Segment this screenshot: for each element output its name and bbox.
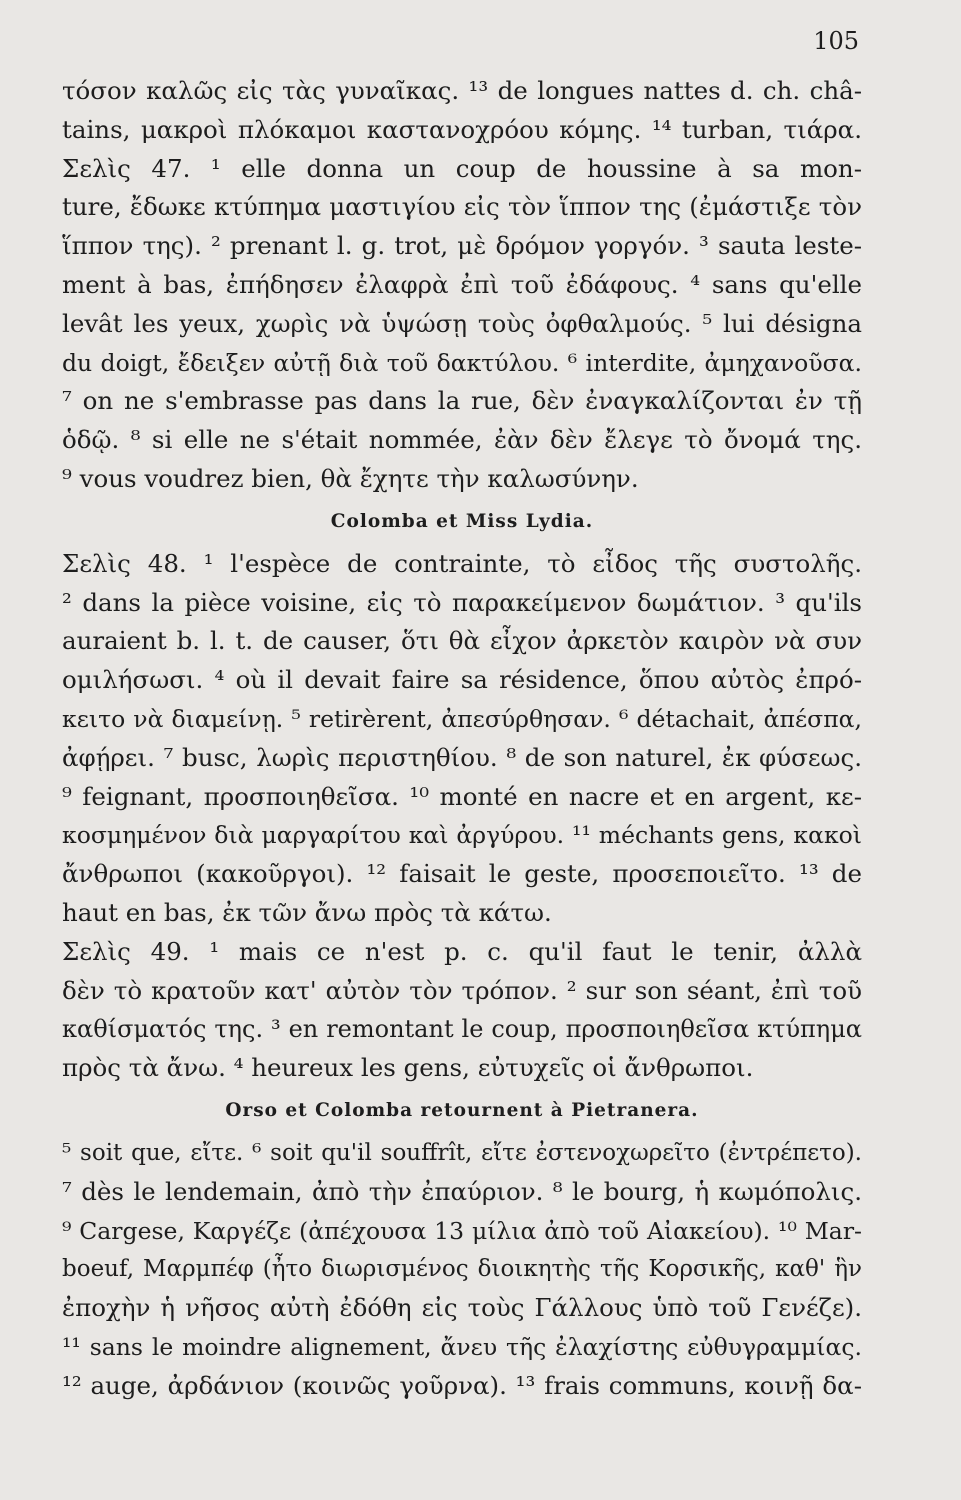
text-line: ἀφῄρει. ⁷ busc, λωρὶς περιστηθίου. ⁸ de son naturel, ἐκ φύσεως. [62,742,862,772]
text-line: ¹² auge, ἀρδάνιον (κοινῶς γοῦρνα). ¹³ frais communs, κοινῇ δα- [62,1370,862,1400]
text-line: auraient b. l. t. de causer, ὅτι θὰ εἶχον ἀρκετὸν καιρὸν νὰ συν [62,626,862,656]
text-line: ὁδῷ. ⁸ si elle ne s'était nommée, ἐὰν δὲν ἔλεγε τὸ ὄνομά της. [62,425,862,455]
text-line: haut en bas, ἐκ τῶν ἄνω πρὸς τὰ κάτω. [62,897,552,927]
text-line: levât les yeux, χωρὶς νὰ ὑψώσῃ τοὺς ὀφθαλμούς. ⁵ lui désigna [62,308,862,338]
text-line: ¹¹ sans le moindre alignement, ἄνευ τῆς ἐλαχίστης εὐθυγραμμίας. [62,1332,862,1361]
text-line: Σελὶς 49. ¹ mais ce n'est p. c. qu'il faut le tenir, ἀλλὰ [62,936,862,966]
section-1 [62,72,862,499]
text-line: ⁹ Cargese, Καργέζε (ἀπέχουσα 13 μίλια ἀπὸ τοῦ Αἰακείου). ¹⁰ Mar- [62,1216,862,1245]
text-line: ἵππον της). ² prenant l. g. trot, μὲ δρόμον γοργόν. ³ sauta leste- [62,231,862,261]
text-line: καθίσματός της. ³ en remontant le coup, προσποιηθεῖσα κτύπημα [62,1015,862,1044]
text-line: tains, μακροὶ πλόκαμοι καστανοχρόου κόμης. ¹⁴ turban, τιάρα. [62,114,862,144]
text-line: ⁹ vous voudrez bien, θὰ ἔχητε τὴν καλωσύνην. [62,463,639,493]
text-line: ⁷ on ne s'embrasse pas dans la rue, δὲν ἐναγκαλίζονται ἐν τῇ [62,386,862,416]
text-line: κειτο νὰ διαμείνῃ. ⁵ retirèrent, ἀπεσύρθησαν. ⁶ détachait, ἀπέσπα, [62,704,862,733]
text-line: δὲν τὸ κρατοῦν κατ' αὐτὸν τὸν τρόπον. ² sur son séant, ἐπὶ τοῦ [62,975,862,1005]
text-line: ment à bas, ἐπήδησεν ἐλαφρὰ ἐπὶ τοῦ ἐδάφους. ⁴ sans qu'elle [62,269,862,299]
text-line: πρὸς τὰ ἄνω. ⁴ heureux les gens, εὐτυχεῖς οἱ ἄνθρωποι. [62,1053,754,1083]
text-line: Σελὶς 47. ¹ elle donna un coup de houssine à sa mon- [62,153,862,183]
text-line: ἐποχὴν ἡ νῆσος αὐτὴ ἐδόθη εἰς τοὺς Γάλλους ὑπὸ τοῦ Γενέζε). [62,1293,862,1323]
chapter-heading: Orso et Colomba retournent à Pietranera. [225,1099,699,1121]
text-line: ⁵ soit que, εἴτε. ⁶ soit qu'il souffrît, εἴτε ἐστενοχωρεῖτο (ἐντρέπετο). [62,1139,862,1166]
page-text [62,72,862,1406]
text-line: ⁹ feignant, προσποιηθεῖσα. ¹⁰ monté en nacre et en argent, κε- [62,781,862,811]
text-line: du doigt, ἔδειξεν αὐτῇ διὰ τοῦ δακτύλου. ⁶ interdite, ἀμηχανοῦσα. [62,348,862,377]
text-line: Σελὶς 48. ¹ l'espèce de contrainte, τὸ εἶδος τῆς συστολῆς. [62,548,862,578]
text-line: boeuf, Μαρμπέφ (ἦτο διωρισμένος διοικητὴς τῆς Κορσικῆς, καθ' ἣν [62,1256,862,1283]
text-line: ομιλήσωσι. ⁴ où il devait faire sa résidence, ὅπου αὐτὸς ἐπρό- [62,665,862,695]
text-line: κοσμημένον διὰ μαργαρίτου καὶ ἀργύρου. ¹¹ méchants gens, κακοὶ [62,821,862,850]
text-line: ⁷ dès le lendemain, ἀπὸ τὴν ἐπαύριον. ⁸ le bourg, ἡ κωμόπολις. [62,1176,862,1206]
section-3 [62,1134,862,1406]
chapter-heading: Colomba et Miss Lydia. [330,510,594,532]
page-number: 105 [813,27,859,55]
text-line: ture, ἔδωκε κτύπημα μαστιγίου εἰς τὸν ἵππον της (ἐμάστιξε τὸν [62,192,862,222]
text-line: ἄνθρωποι (κακοῦργοι). ¹² faisait le geste, προσεποιεῖτο. ¹³ de [62,859,862,889]
section-2 [62,545,862,1088]
text-line: ² dans la pièce voisine, εἰς τὸ παρακείμενον δωμάτιον. ³ qu'ils [62,587,862,617]
text-line: τόσον καλῶς εἰς τὰς γυναῖκας. ¹³ de longues nattes d. ch. châ- [62,76,862,105]
